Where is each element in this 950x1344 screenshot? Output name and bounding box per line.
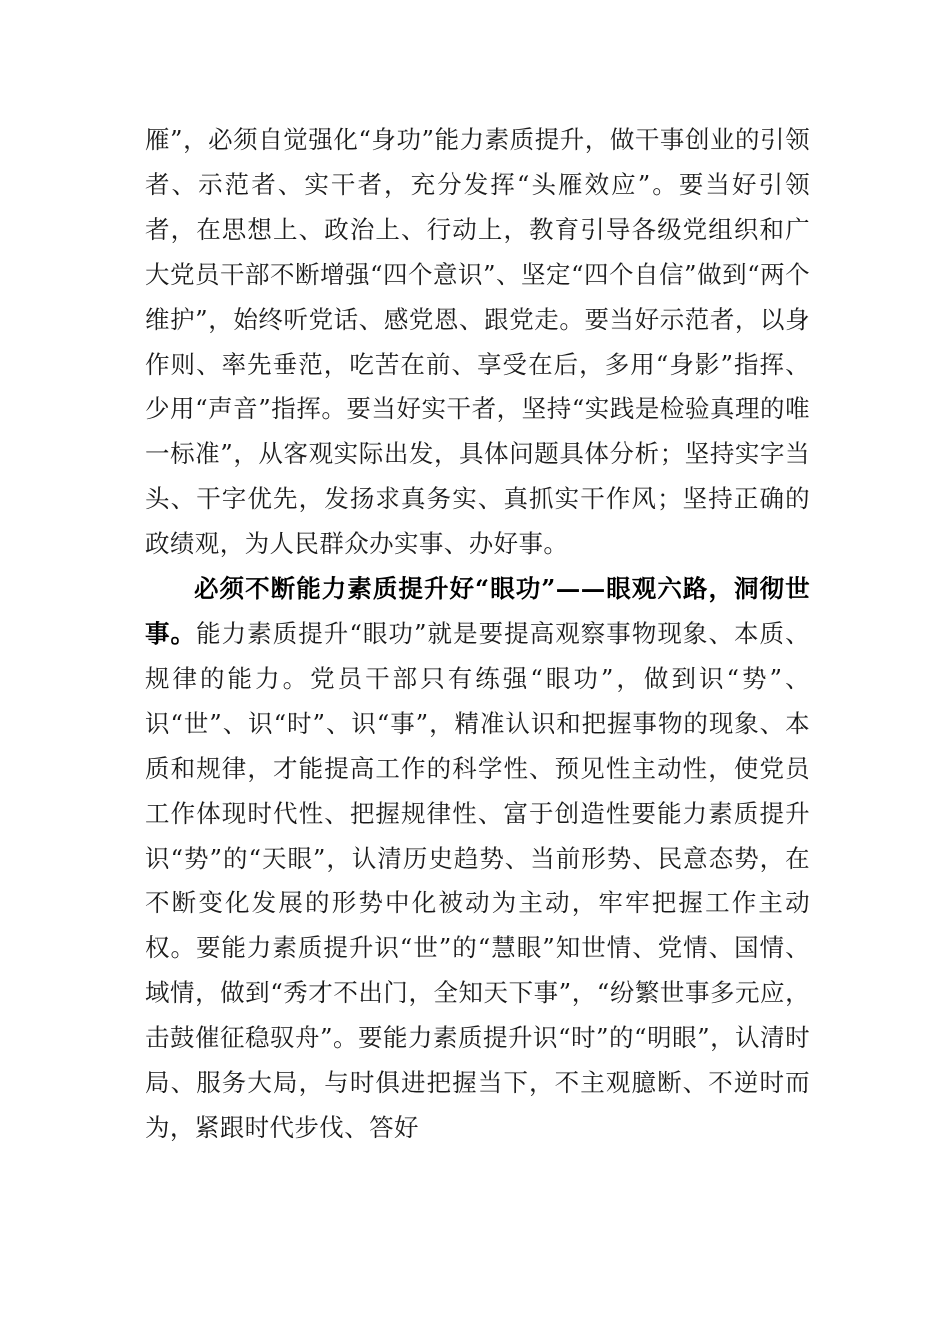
paragraph-yangong: [145, 567, 810, 1151]
paragraph-body: 能力素质提升“眼功”就是要提高观察事物现象、本质、规律的能力。党员干部只有练强“眼功”，做到识“势”、识“世”、识“时”、识“事”，精准认识和把握事物的现象、本质和规律，才能提高工作的科学性、预见性主动性，使党员工作体现时代性、把握规律性、富于创造性要能力素质提升识“势”的“天眼”，认清历史趋势、当前形势、民意态势，在不断变化发展的形势中化被动为主动，牢牢把握工作主动权。要能力素质提升识“世”的“慧眼”知世情、党情、国情、域情，做到“秀才不出门，全知天下事”，“纷繁世事多元应，击鼓催征稳驭舟”。要能力素质提升识“时”的“明眼”，认清时局、服务大局，与时俱进把握当下，不主观臆断、不逆时而为，紧跟时代步伐、答好: [145, 618, 810, 1142]
document-body: [145, 118, 810, 1151]
paragraph-heading: 必须不断能力素质提升好“眼功”——眼观六路，洞彻世事。: [145, 574, 810, 648]
paragraph-shengong: 雁”，必须自觉强化“身功”能力素质提升，做干事创业的引领者、示范者、实干者，充分发挥“头雁效应”。要当好引领者，在思想上、政治上、行动上，教育引导各级党组织和广大党员干部不断增强“四个意识”、坚定“四个自信”做到“两个维护”，始终听党话、感党恩、跟党走。要当好示范者，以身作则、率先垂范，吃苦在前、享受在后，多用“身影”指挥、少用“声音”指挥。要当好实干者，坚持“实践是检验真理的唯一标准”，从客观实际出发，具体问题具体分析；坚持实字当头、干字优先，发扬求真务实、真抓实干作风；坚持正确的政绩观，为人民群众办实事、办好事。: [145, 125, 810, 559]
